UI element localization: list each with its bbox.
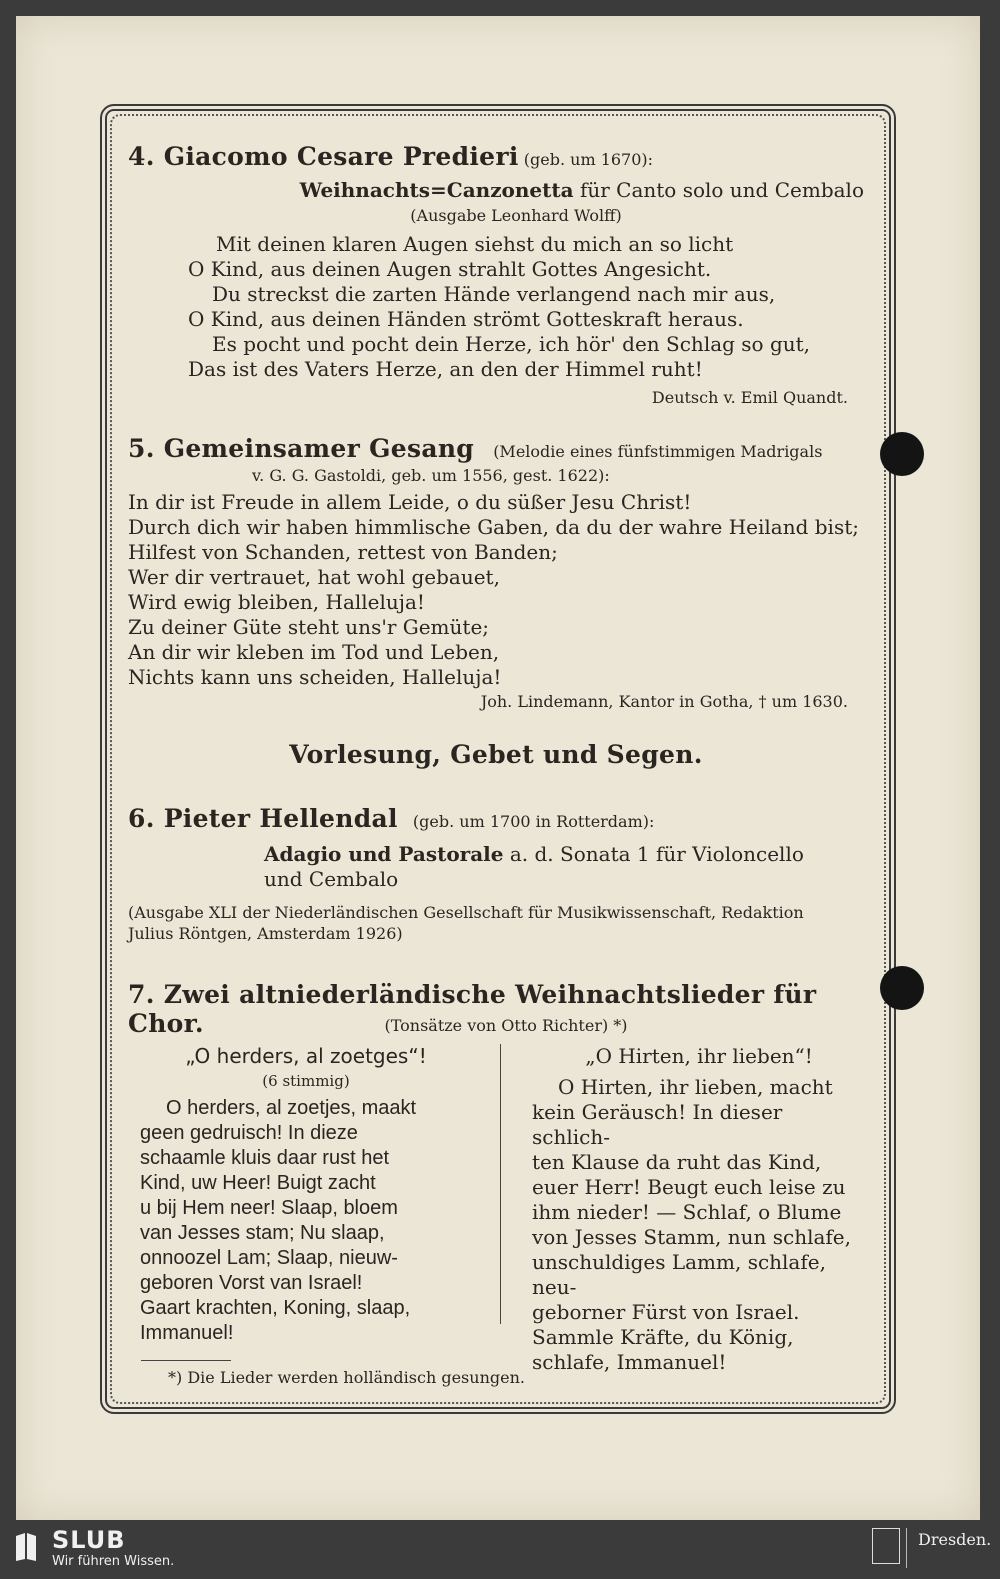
section-4-edition: (Ausgabe Leonhard Wolff) [410, 206, 622, 225]
dutch-song-column [140, 1044, 472, 1346]
section-6-birth: (geb. um 1700 in Rotterdam): [412, 812, 655, 831]
lyric-line: Nichts kann uns scheiden, Halleluja! [128, 665, 502, 689]
library-tagline: Wir führen Wissen. [52, 1554, 175, 1569]
lyric-line: u bij Hem neer! Slaap, bloem [140, 1197, 398, 1219]
dutch-song-lyrics [140, 1096, 472, 1346]
section-5-note: (Melodie eines fünfstimmigen Madrigals [493, 442, 823, 461]
lyric-line: Zu deiner Güte steht uns'r Gemüte; [128, 615, 490, 639]
lyric-line: unschuldiges Lamm, schlafe, neu- [532, 1250, 826, 1299]
lyric-line: schlafe, Immanuel! [532, 1350, 727, 1374]
section-6-work-instrumentation: a. d. Sonata 1 für Violoncello [509, 842, 804, 866]
section-5-lyrics [128, 490, 864, 690]
section-6-title: 6. Pieter Hellendal [128, 804, 398, 833]
section-4-birth: (geb. um 1670): [523, 150, 654, 169]
german-song-column [532, 1044, 866, 1375]
section-6-work-instrumentation-cont: und Cembalo [264, 867, 399, 891]
slub-book-icon [14, 1532, 38, 1562]
section-4-work-instrumentation: für Canto solo und Cembalo [579, 178, 864, 202]
section-5-title: 5. Gemeinsamer Gesang [128, 434, 475, 463]
lyric-line: Gaart krachten, Koning, slaap, [140, 1297, 411, 1319]
german-song-lyrics [532, 1075, 866, 1375]
city-logo-text: Dresden. [918, 1530, 992, 1549]
lyric-line: An dir wir kleben im Tod und Leben, [128, 640, 500, 664]
lyric-line: O herders, al zoetjes, maakt [166, 1097, 417, 1119]
lyric-line: euer Herr! Beugt euch leise zu [532, 1175, 846, 1199]
lyric-line: von Jesses Stamm, nun schlafe, [532, 1225, 851, 1249]
lyric-line: Durch dich wir haben himmlische Gaben, da du der wahre Heiland bist; [128, 515, 859, 539]
section-4-heading [128, 142, 864, 171]
library-brand: SLUB [52, 1526, 126, 1554]
lyric-line: Immanuel! [140, 1322, 234, 1344]
lyric-line: Sammle Kräfte, du König, [532, 1325, 794, 1349]
lyric-line: O Kind, aus deinen Augen strahlt Gottes Angesicht. [188, 257, 712, 281]
interlude-heading: Vorlesung, Gebet und Segen. [289, 740, 703, 769]
city-crest-icon [872, 1528, 900, 1564]
lyric-line: kein Geräusch! In dieser schlich- [532, 1100, 783, 1149]
lyric-line: Wird ewig bleiben, Halleluja! [128, 590, 425, 614]
german-song-title: „O Hirten, ihr lieben“! [585, 1044, 813, 1068]
lyric-line: ihm nieder! — Schlaf, o Blume [532, 1200, 842, 1224]
section-6-heading [128, 804, 864, 833]
footnote-rule [141, 1360, 231, 1361]
library-footer [0, 1520, 1000, 1579]
lyric-line: geen gedruisch! In dieze [140, 1122, 358, 1144]
section-5-credit: Joh. Lindemann, Kantor in Gotha, † um 1630. [480, 692, 848, 711]
lyric-line: O Kind, aus deinen Händen strömt Gotteskraft heraus. [188, 307, 744, 331]
lyric-line: Du streckst die zarten Hände verlangend nach mir aus, [212, 282, 776, 306]
lyric-line: ten Klause da ruht das Kind, [532, 1150, 822, 1174]
section-5-heading [128, 434, 864, 463]
lyric-line: Kind, uw Heer! Buigt zacht [140, 1172, 376, 1194]
lyric-line: In dir ist Freude in allem Leide, o du süßer Jesu Christ! [128, 490, 692, 514]
section-6-work [264, 842, 864, 892]
section-5-note-cont: v. G. G. Gastoldi, geb. um 1556, gest. 1622): [252, 466, 610, 485]
section-4-work-title: Weihnachts=Canzonetta [299, 178, 574, 202]
column-divider [500, 1044, 501, 1324]
section-6-work-title: Adagio und Pastorale [264, 842, 504, 866]
lyric-line: onnoozel Lam; Slaap, nieuw- [140, 1247, 398, 1269]
lyric-line: Das ist des Vaters Herze, an den der Himmel ruht! [188, 357, 703, 381]
lyric-line: van Jesses stam; Nu slaap, [140, 1222, 385, 1244]
section-7-subtitle: (Tonsätze von Otto Richter) *) [384, 1016, 628, 1035]
lyric-line: Mit deinen klaren Augen siehst du mich an so licht [216, 232, 734, 256]
lyric-line: Hilfest von Schanden, rettest von Banden; [128, 540, 558, 564]
section-4-credit: Deutsch v. Emil Quandt. [651, 388, 848, 407]
footer-divider [906, 1528, 907, 1568]
footnote: *) Die Lieder werden holländisch gesungen. [168, 1368, 525, 1387]
section-4-lyrics [188, 232, 864, 382]
section-7-title: 7. Zwei altniederländische Weihnachtslieder für Chor. [128, 980, 817, 1038]
dutch-song-voicing: (6 stimmig) [262, 1072, 350, 1090]
section-6-edition [128, 902, 864, 944]
lyric-line: Es pocht und pocht dein Herze, ich hör' den Schlag so gut, [212, 332, 811, 356]
punch-hole-lower [880, 966, 924, 1010]
section-6-edition-line: Julius Röntgen, Amsterdam 1926) [128, 924, 403, 943]
section-4-title: 4. Giacomo Cesare Predieri [128, 142, 519, 171]
section-6-edition-line: (Ausgabe XLI der Niederländischen Gesellschaft für Musikwissenschaft, Redaktion [128, 903, 804, 922]
lyric-line: Wer dir vertrauet, hat wohl gebauet, [128, 565, 500, 589]
lyric-line: schaamle kluis daar rust het [140, 1147, 390, 1169]
lyric-line: geborner Fürst von Israel. [532, 1300, 800, 1324]
section-4-work [128, 178, 864, 203]
lyric-line: geboren Vorst van Israel! [140, 1272, 363, 1294]
lyric-line: O Hirten, ihr lieben, macht [558, 1075, 833, 1099]
dutch-song-title: „O herders, al zoetges“! [185, 1044, 427, 1068]
